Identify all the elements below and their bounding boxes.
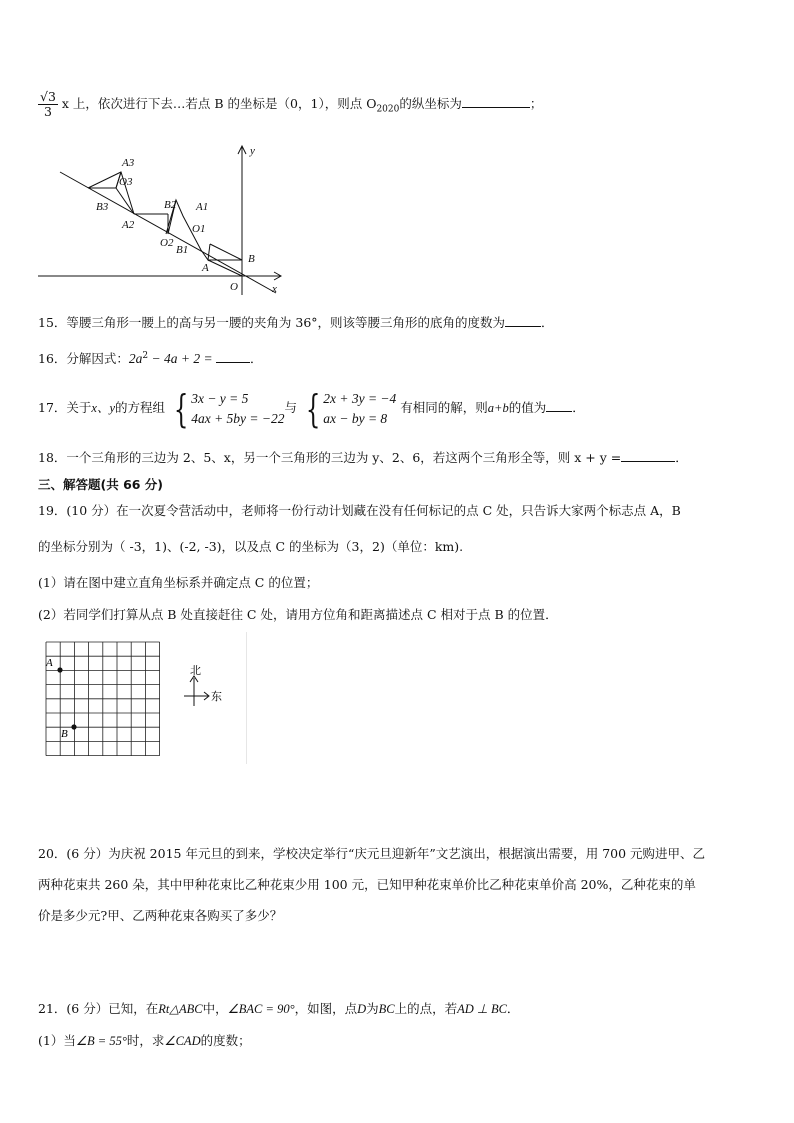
q18-blank: [621, 449, 675, 462]
q14-figure: [36, 140, 286, 300]
q19-line1: 19．(10 分）在一次夏令营活动中，老师将一份行动计划藏在没有任何标记的点 C 处，只告诉大家两个标志点 A，B: [38, 503, 681, 518]
q19-line2: 的坐标分别为（ -3，1)、(-2, -3)，以及点 C 的坐标为（3，2)（单位：km).: [38, 539, 464, 554]
q20-line1: 20．(6 分）为庆祝 2015 年元旦的到来，学校决定举行“庆元旦迎新年”文艺演出，根据演出需要，用 700 元购进甲、乙: [38, 846, 706, 861]
section-heading: 三、解答题(共 66 分): [38, 477, 164, 492]
label-A1: A1: [196, 201, 209, 213]
label-A3: A3: [122, 157, 135, 169]
q15: 15．等腰三角形一腰上的高与另一腰的夹角为 36°，则该等腰三角形的底角的度数为 ．: [38, 315, 554, 330]
point-B: [71, 724, 76, 729]
label-grid-A: A: [46, 657, 53, 669]
north-label: 北: [190, 665, 201, 677]
q14-fraction: $\frac{√3}{3}$: [40, 89, 56, 119]
q14-line: $\frac{√3}{3}$ x 上，依次进行下去…若点 B 的坐标是（0，1），则点 $O_{2020}$的纵坐标为 ；: [40, 89, 543, 119]
q19-sub2: (2）若同学们打算从点 B 处直接赶往 C 处，请用方位角和距离描述点 C 相对于点 B 的位置．: [38, 607, 558, 622]
q16: 16．分解因式：$2a^2 - 4a + 2$ = ．: [38, 350, 263, 366]
label-B1: B1: [176, 244, 189, 256]
label-grid-B: B: [61, 728, 68, 740]
brace-2: {: [305, 386, 321, 431]
q21-sub1: (1）当∠B = 55°时，求∠CAD的度数；: [38, 1033, 251, 1048]
q14-answer-blank: [462, 95, 530, 108]
q17: 17．关于x、y的方程组 { 3x − y = 5 4ax + 5by = −22与 { 2x + 3y = −4 ax − by = 8 有相同的解，则a+b的值为 ．: [38, 386, 585, 431]
q21-line1: 21．(6 分）已知，在Rt△ABC中，∠BAC = 90°，如图，点D为BC上的点，若AD ⊥ BC．: [38, 1001, 520, 1016]
q20-line2: 两种花束共 260 朵，其中甲种花束比乙种花束少用 100 元，已知甲种花束单价比乙种花束单价高 20%，乙种花束的单: [38, 877, 696, 892]
label-B3: B3: [96, 201, 109, 213]
q18: 18．一个三角形的三边为 2、5、x，另一个三角形的三边为 y、2、6，若这两个三角形全等，则 x + y = ．: [38, 450, 688, 465]
label-origin: O: [230, 281, 238, 293]
q15-blank: [505, 314, 541, 327]
q20-line3: 价是多少元?甲、乙两种花束各购买了多少？: [38, 908, 283, 923]
figure-divider: [246, 632, 247, 764]
label-A2: A2: [122, 219, 135, 231]
label-O3: O3: [119, 176, 133, 188]
label-O2: O2: [160, 237, 174, 249]
system-1: 3x − y = 5 4ax + 5by = −22: [191, 390, 285, 426]
q19-grid-figure: [44, 638, 164, 760]
label-y: y: [250, 145, 255, 157]
label-O1: O1: [192, 223, 206, 235]
q16-blank: [216, 350, 250, 363]
label-B: B: [248, 253, 255, 265]
label-x: x: [272, 283, 277, 295]
system-2: 2x + 3y = −4 ax − by = 8: [323, 390, 397, 426]
brace-1: {: [173, 386, 189, 431]
point-A: [57, 667, 62, 672]
q17-blank: [546, 399, 572, 412]
compass-figure: [180, 660, 230, 716]
q19-sub1: (1）请在图中建立直角坐标系并确定点 C 的位置；: [38, 575, 319, 590]
label-A: A: [202, 262, 209, 274]
label-B2: B2: [164, 199, 177, 211]
east-label: 东: [211, 691, 222, 703]
